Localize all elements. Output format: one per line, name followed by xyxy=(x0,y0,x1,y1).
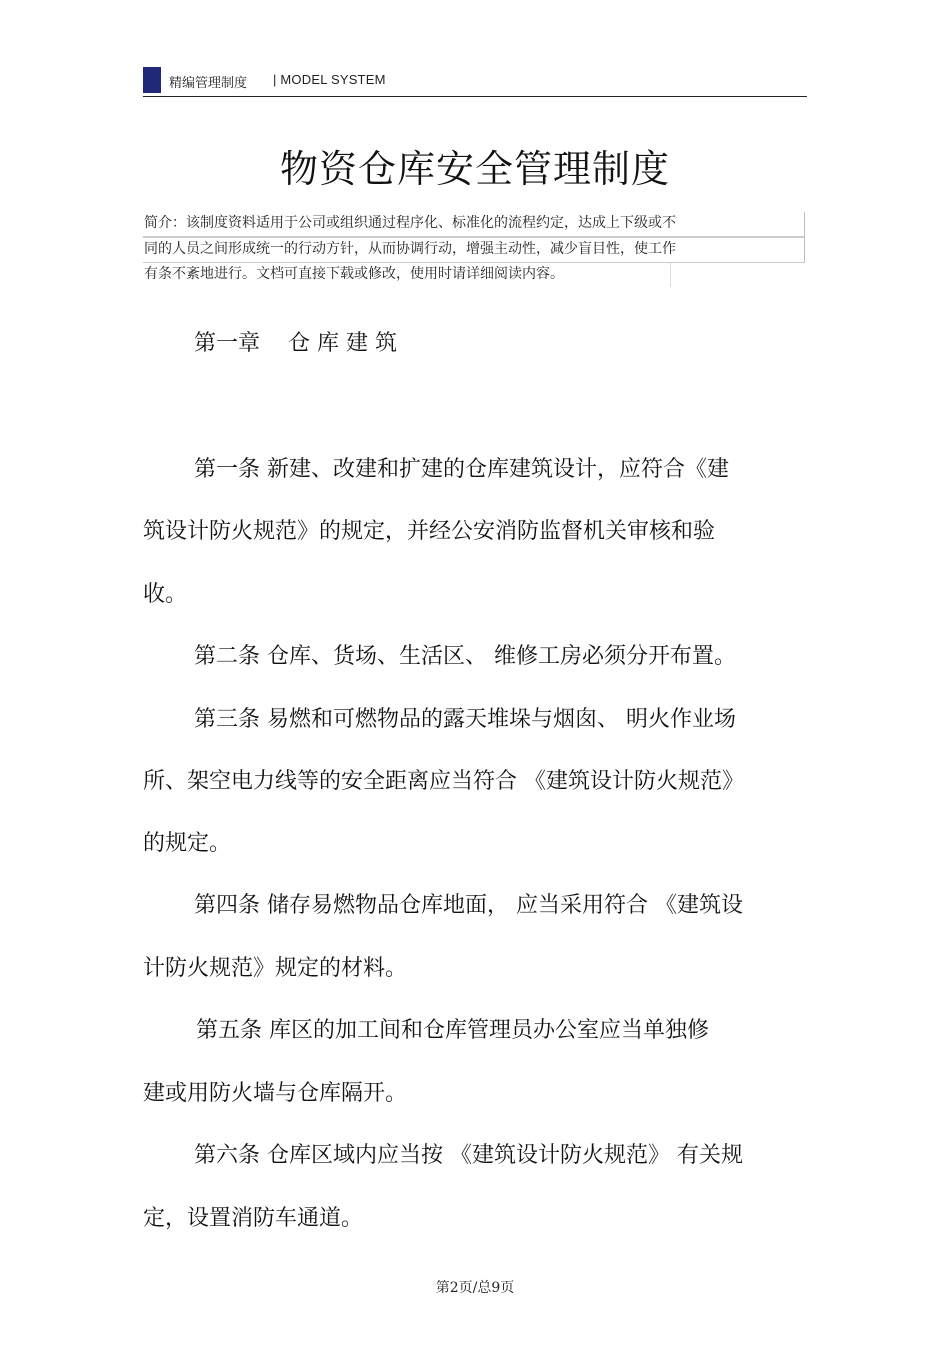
article-6-line-2: 定，设置消防车通道。 xyxy=(143,1206,364,1231)
chapter-number: 第一章 xyxy=(194,331,261,356)
article-1-line-3: 收。 xyxy=(143,582,188,607)
article-2-line-1: 第二条 仓库、货场、生活区、 维修工房必须分开布置。 xyxy=(194,644,736,669)
article-1-line-1: 第一条 新建、改建和扩建的仓库建筑设计，应符合《建 xyxy=(194,457,729,482)
article-1-line-2: 筑设计防火规范》的规定，并经公安消防监督机关审核和验 xyxy=(143,519,716,544)
chapter-name: 仓 库 建 筑 xyxy=(288,331,397,356)
article-4-line-2: 计防火规范》规定的材料。 xyxy=(143,956,408,981)
article-3-line-1: 第三条 易燃和可燃物品的露天堆垛与烟囱、 明火作业场 xyxy=(194,707,736,732)
logo-icon xyxy=(143,67,161,93)
intro-line-1: 简介：该制度资料适用于公司或组织通过程序化、标准化的流程约定，达成上下级或不 xyxy=(143,212,805,237)
chapter-heading xyxy=(194,326,397,357)
intro-box xyxy=(143,212,805,287)
article-5-line-2: 建或用防火墙与仓库隔开。 xyxy=(143,1081,408,1106)
article-3-line-2: 所、架空电力线等的安全距离应当符合 《建筑设计防火规范》 xyxy=(143,769,744,794)
header-brand: 精编管理制度 xyxy=(169,76,248,91)
article-5-line-1: 第五条 库区的加工间和仓库管理员办公室应当单独修 xyxy=(196,1018,709,1043)
intro-line-3: 有条不紊地进行。文档可直接下载或修改，使用时请详细阅读内容。 xyxy=(143,263,671,287)
article-4-line-1: 第四条 储存易燃物品仓库地面， 应当采用符合 《建筑设 xyxy=(194,893,743,918)
article-6-line-1: 第六条 仓库区域内应当按 《建筑设计防火规范》 有关规 xyxy=(194,1143,743,1168)
intro-line-2: 同的人员之间形成统一的行动方针，从而协调行动，增强主动性，减少盲目性，使工作 xyxy=(143,237,805,263)
page-header xyxy=(143,66,807,97)
article-3-line-3: 的规定。 xyxy=(143,831,232,856)
document-title: 物资仓库安全管理制度 xyxy=(279,147,670,191)
page-number: 第2页/总9页 xyxy=(435,1280,515,1296)
header-model-system: | MODEL SYSTEM xyxy=(273,72,386,87)
